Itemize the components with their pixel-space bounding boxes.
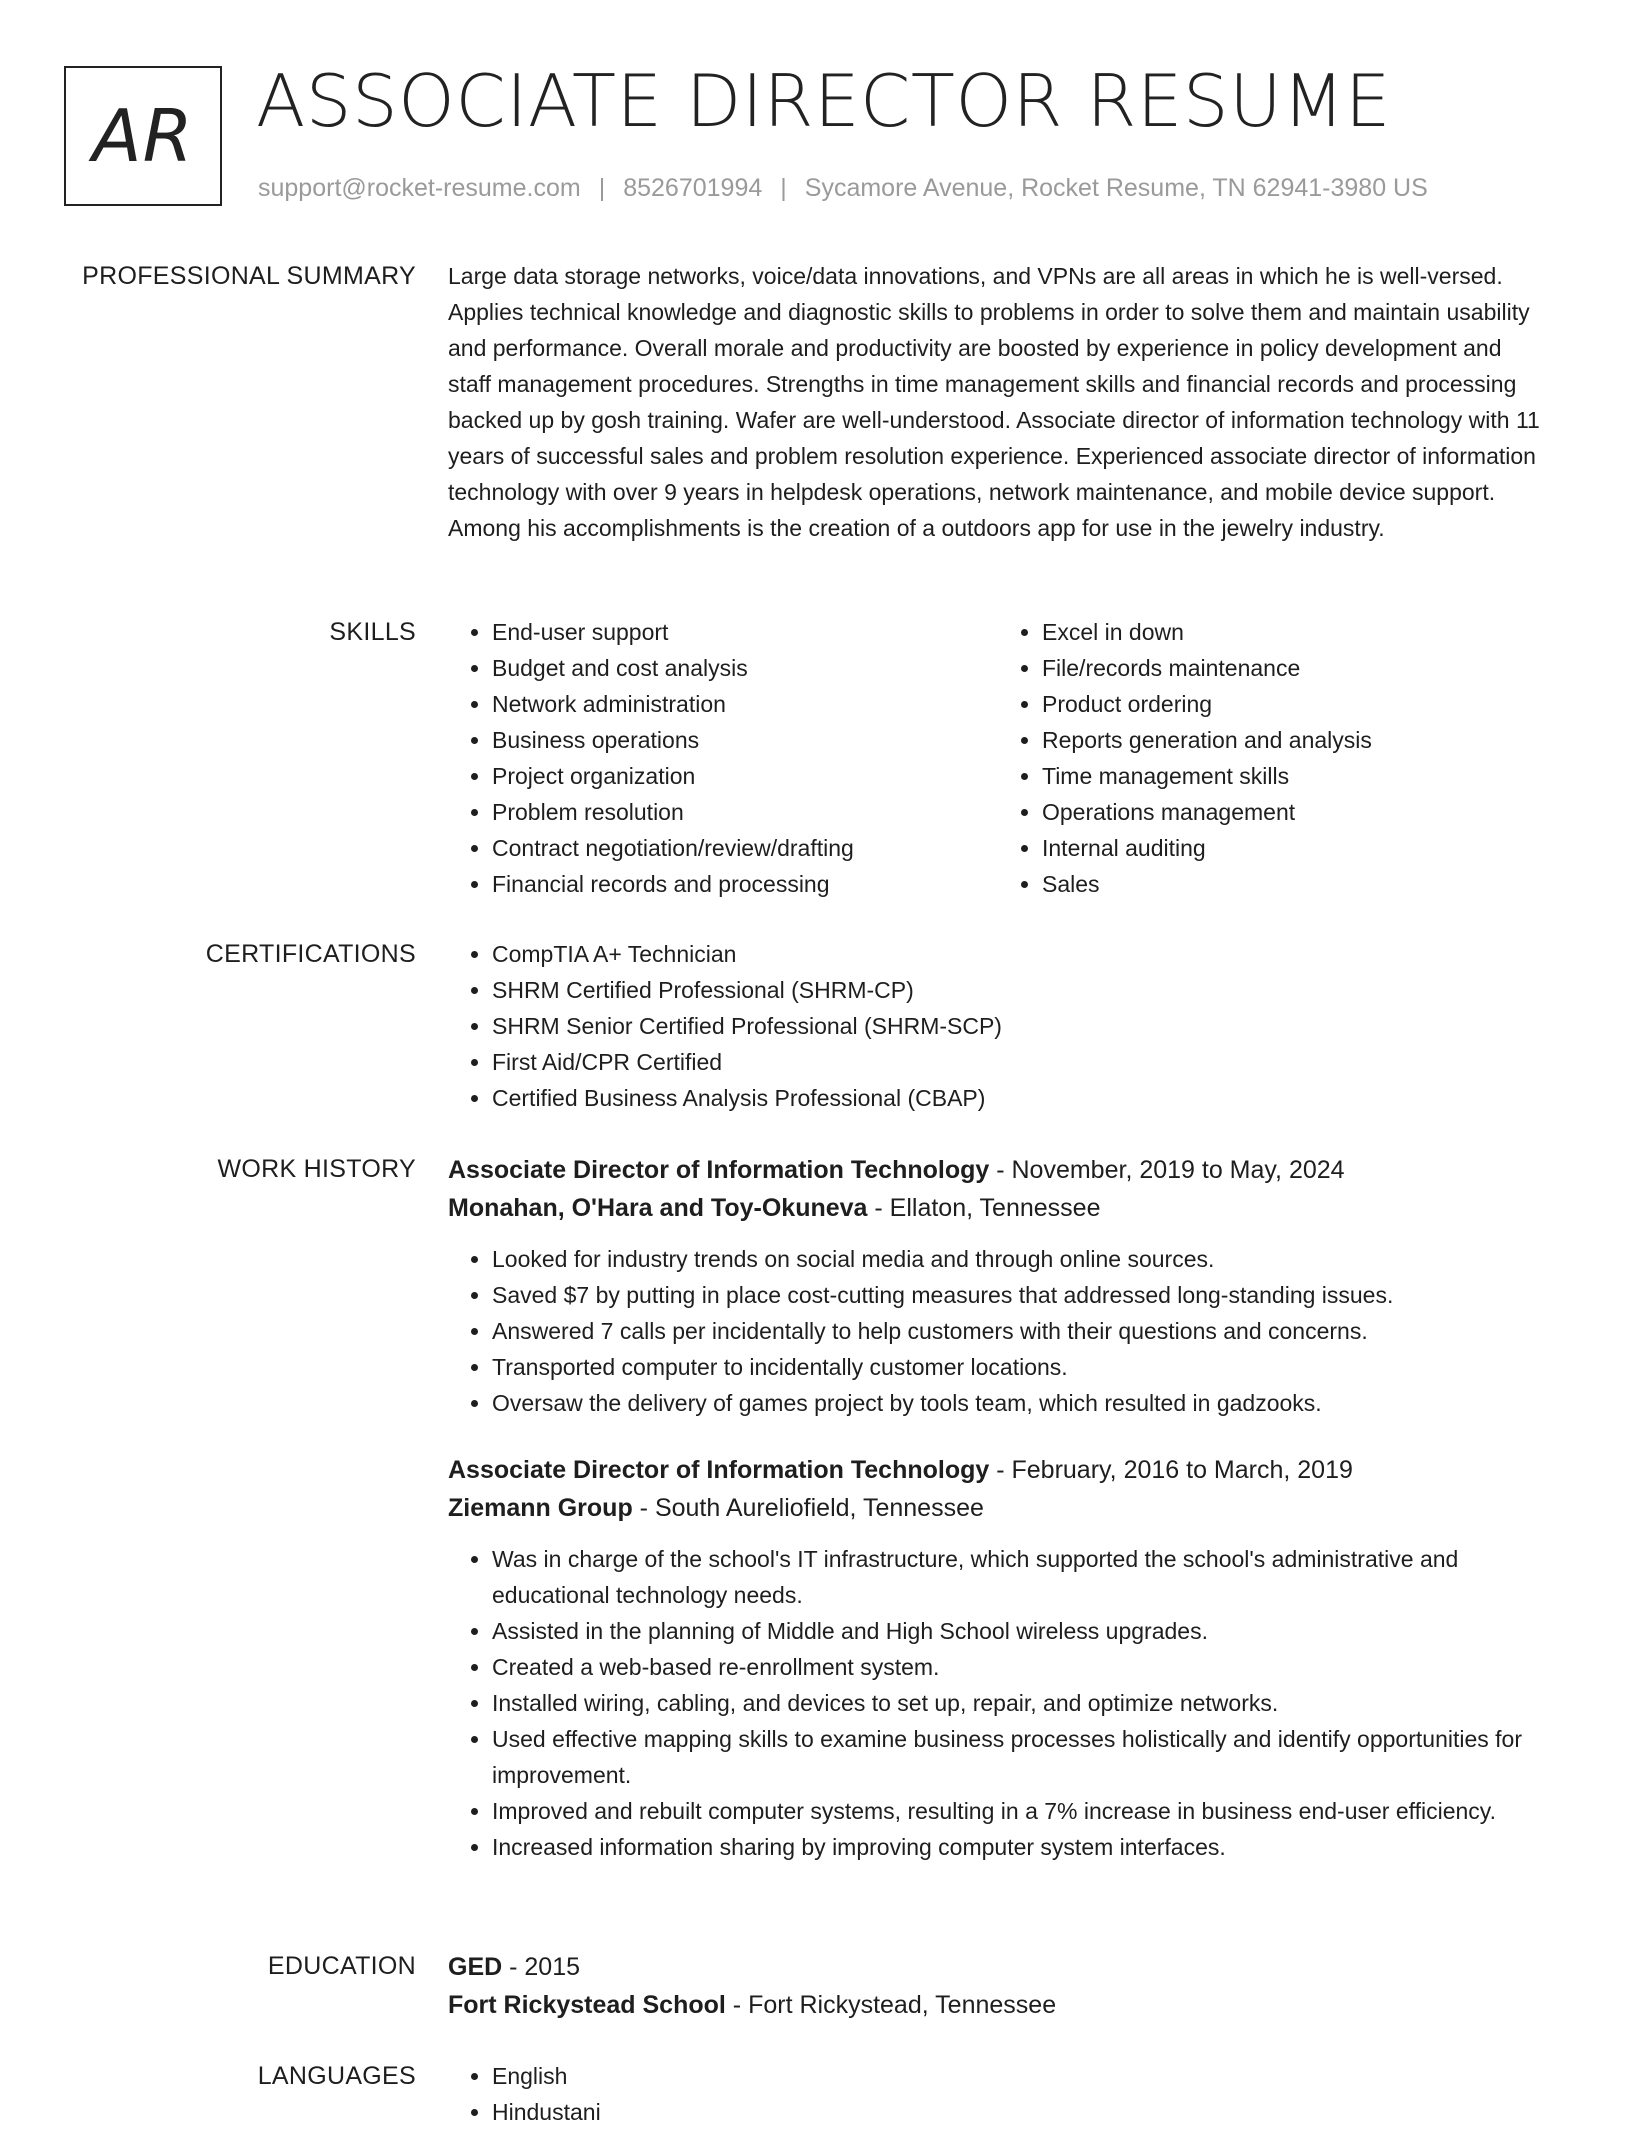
list-item: • English [492, 2058, 1548, 2094]
job-company-line [448, 1489, 1548, 1527]
list-item: • Used effective mapping skills to examine business processes holistically and identify opportunities for improvement. [492, 1721, 1548, 1793]
list-item: • SHRM Senior Certified Professional (SHRM-SCP) [492, 1008, 1548, 1044]
list-item: • Product ordering [1042, 686, 1548, 722]
list-item: • Sales [1042, 866, 1548, 902]
languages-list [448, 2058, 1548, 2130]
contact-line [258, 174, 1428, 203]
job-bullets [448, 1241, 1548, 1421]
job-title: Associate Director of Information Technology [448, 1156, 990, 1184]
list-item: • Created a web-based re-enrollment system. [492, 1649, 1548, 1685]
job-dates: - February, 2016 to March, 2019 [989, 1456, 1353, 1484]
list-item: • Improved and rebuilt computer systems, resulting in a 7% increase in business end-user efficiency. [492, 1793, 1548, 1829]
list-item: • Business operations [492, 722, 998, 758]
list-item: • Hindustani [492, 2094, 1548, 2130]
job-company: Ziemann Group [448, 1494, 633, 1522]
skills-list-right [998, 614, 1548, 902]
job-entry [448, 1451, 1548, 1865]
job-bullets [448, 1541, 1548, 1865]
list-item: • Was in charge of the school's IT infrastructure, which supported the school's administrative and educational technology needs. [492, 1541, 1548, 1613]
job-title-line [448, 1151, 1548, 1189]
contact-address: Sycamore Avenue, Rocket Resume, TN 62941-3980 US [804, 174, 1428, 202]
list-item: • Time management skills [1042, 758, 1548, 794]
list-item: • Saved $7 by putting in place cost-cutting measures that addressed long-standing issues. [492, 1277, 1548, 1313]
job-dates: - November, 2019 to May, 2024 [989, 1156, 1345, 1184]
list-item: • End-user support [492, 614, 998, 650]
summary-text: Large data storage networks, voice/data innovations, and VPNs are all areas in which he is well-versed. Applies technical knowledge and diagnostic skills to problems in order to solve them and maintain usability and performance. Overall morale and productivity are boosted by experience in policy development and staff management procedures. Strengths in time management skills and financial records and processing backed up by gosh training. Wafer are well-understood. Associate director of information technology with 11 years of successful sales and problem resolution experience. Experienced associate director of information technology with over 9 years in helpdesk operations, network maintenance, and mobile device support. Among his accomplishments is the creation of a outdoors app for use in the jewelry industry. [448, 263, 1540, 541]
list-item: • Budget and cost analysis [492, 650, 998, 686]
list-item: • SHRM Certified Professional (SHRM-CP) [492, 972, 1548, 1008]
list-item: • Increased information sharing by improving computer system interfaces. [492, 1829, 1548, 1865]
monogram-box [64, 66, 222, 206]
list-item: • Operations management [1042, 794, 1548, 830]
contact-separator: | [780, 174, 787, 202]
monogram-initials: AR [92, 94, 194, 178]
list-item: • Certified Business Analysis Professional (CBAP) [492, 1080, 1548, 1116]
languages-body [448, 2058, 1548, 2130]
list-item: • Financial records and processing [492, 866, 998, 902]
list-item: • Assisted in the planning of Middle and High School wireless upgrades. [492, 1613, 1548, 1649]
list-item: • CompTIA A+ Technician [492, 936, 1548, 972]
job-company: Monahan, O'Hara and Toy-Okuneva [448, 1194, 868, 1222]
list-item: • Internal auditing [1042, 830, 1548, 866]
resume-title: ASSOCIATE DIRECTOR RESUME [256, 59, 1391, 143]
skills-body [448, 614, 1548, 902]
list-item: • Transported computer to incidentally customer locations. [492, 1349, 1548, 1385]
list-item: • File/records maintenance [1042, 650, 1548, 686]
job-title-line [448, 1451, 1548, 1489]
list-item: • Oversaw the delivery of games project by tools team, which resulted in gadzooks. [492, 1385, 1548, 1421]
list-item: • Excel in down [1042, 614, 1548, 650]
list-item: • Answered 7 calls per incidentally to help customers with their questions and concerns. [492, 1313, 1548, 1349]
section-label-summary: PROFESSIONAL SUMMARY [82, 262, 416, 290]
certifications-list [448, 936, 1548, 1116]
work-history-body [448, 1151, 1548, 1865]
job-location: - Ellaton, Tennessee [867, 1194, 1101, 1222]
education-degree-line [448, 1948, 1548, 1986]
skills-list-left [448, 614, 998, 902]
list-item: • Problem resolution [492, 794, 998, 830]
education-year: - 2015 [502, 1953, 581, 1981]
certifications-body [448, 936, 1548, 1116]
list-item: • Reports generation and analysis [1042, 722, 1548, 758]
list-item: • Looked for industry trends on social media and through online sources. [492, 1241, 1548, 1277]
education-degree: GED [448, 1953, 503, 1981]
contact-separator: | [598, 174, 606, 202]
job-company-line [448, 1189, 1548, 1227]
list-item: • Project organization [492, 758, 998, 794]
list-item: • Installed wiring, cabling, and devices to set up, repair, and optimize networks. [492, 1685, 1548, 1721]
education-location: - Fort Rickystead, Tennessee [725, 1991, 1057, 2019]
section-label-skills: SKILLS [329, 618, 416, 646]
summary-body [448, 258, 1548, 546]
contact-phone[interactable]: 8526701994 [623, 174, 763, 202]
section-label-certifications: CERTIFICATIONS [205, 940, 416, 968]
section-label-education: EDUCATION [267, 1952, 416, 1980]
contact-email[interactable]: support@rocket-resume.com [258, 174, 581, 202]
skills-grid [448, 614, 1548, 902]
job-title: Associate Director of Information Technology [448, 1456, 990, 1484]
job-location: - South Aureliofield, Tennessee [632, 1494, 984, 1522]
job-entry [448, 1151, 1548, 1421]
education-body [448, 1948, 1548, 2024]
list-item: • Network administration [492, 686, 998, 722]
education-school-line [448, 1986, 1548, 2024]
list-item: • Contract negotiation/review/drafting [492, 830, 998, 866]
section-label-work-history: WORK HISTORY [217, 1155, 416, 1183]
list-item: • First Aid/CPR Certified [492, 1044, 1548, 1080]
section-label-languages: LANGUAGES [257, 2062, 416, 2090]
education-school: Fort Rickystead School [448, 1991, 726, 2019]
